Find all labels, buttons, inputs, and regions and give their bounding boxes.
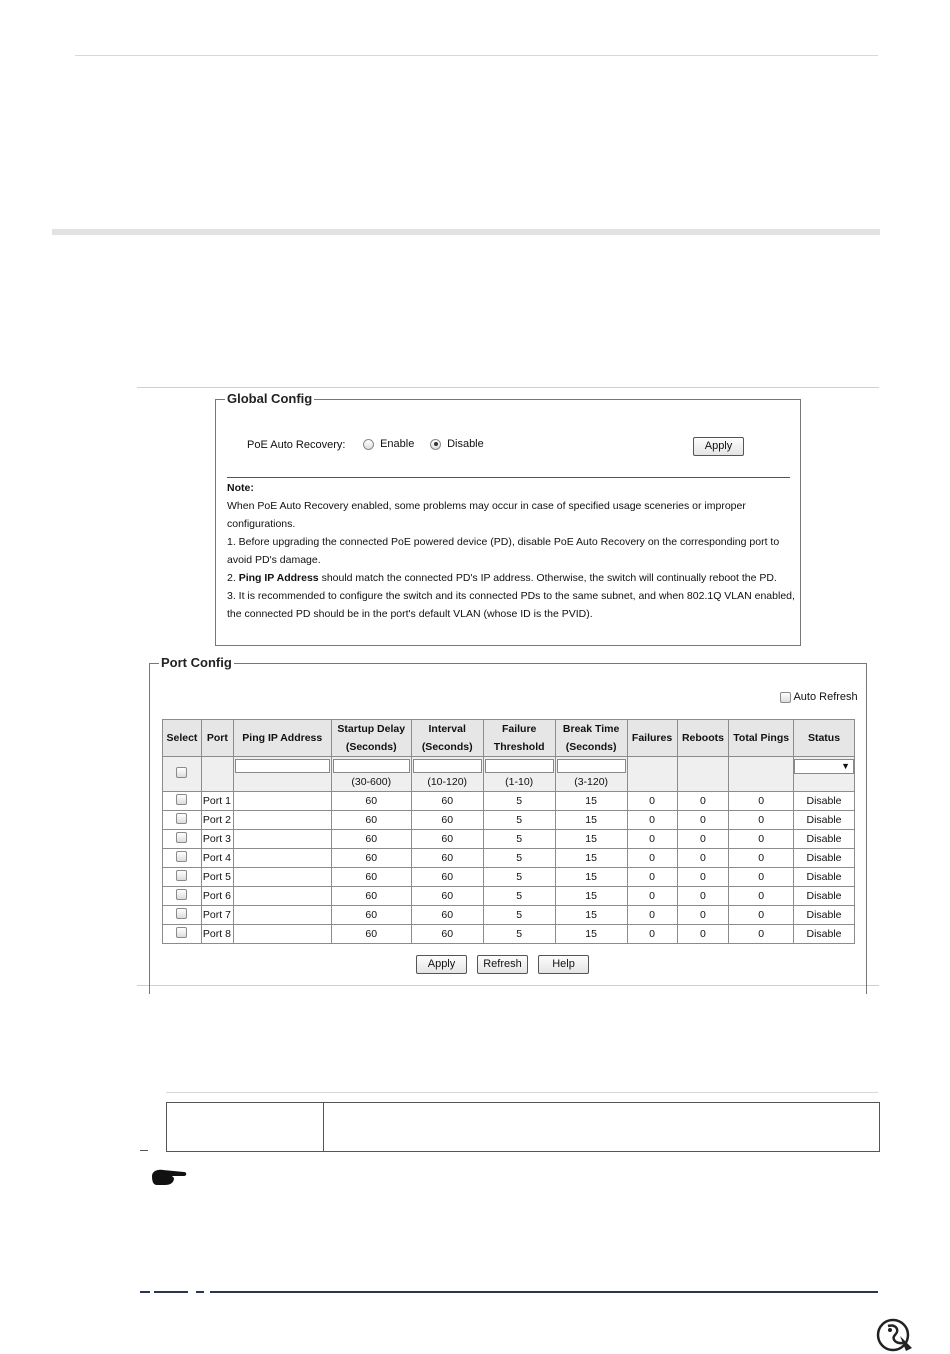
cell-ping-ip[interactable]	[233, 849, 331, 868]
global-config-legend: Global Config	[227, 391, 313, 406]
cell-port: Port 6	[201, 887, 233, 906]
auto-refresh-group[interactable]	[780, 691, 858, 703]
batch-edit-row	[163, 757, 855, 792]
note-line-5-bold: Ping IP Address	[238, 572, 319, 584]
batch-port-cell	[201, 757, 233, 792]
cell-total-pings: 0	[729, 925, 794, 944]
cell-total-pings: 0	[729, 868, 794, 887]
cell-interval: 60	[411, 849, 483, 868]
note-line-1: When PoE Auto Recovery enabled, some problems may occur in case of specified usage sceneries or improper	[227, 500, 746, 512]
cell-status: Disable	[794, 868, 855, 887]
cell-interval: 60	[411, 906, 483, 925]
section-divider	[52, 229, 880, 235]
cell-status: Disable	[794, 792, 855, 811]
cell-reboots: 0	[677, 811, 729, 830]
cell-failures: 0	[627, 830, 677, 849]
batch-interval-input[interactable]	[413, 759, 482, 773]
web-ui-screenshot	[137, 387, 879, 986]
cell-interval: 60	[411, 811, 483, 830]
row-select-cell	[163, 811, 202, 830]
col-port: Port	[201, 720, 233, 757]
cell-total-pings: 0	[729, 792, 794, 811]
cell-reboots: 0	[677, 906, 729, 925]
col-ping-ip: Ping IP Address	[233, 720, 331, 757]
row-select-cell	[163, 849, 202, 868]
cell-interval: 60	[411, 925, 483, 944]
note-line-3: 1. Before upgrading the connected PoE powered device (PD), disable PoE Auto Recovery on the corresponding port to	[227, 536, 780, 548]
disable-radio[interactable]	[430, 439, 441, 450]
table-row	[163, 849, 855, 868]
cell-port: Port 2	[201, 811, 233, 830]
col-break-time: Break Time (Seconds)	[555, 720, 627, 757]
note-block	[227, 479, 797, 623]
cell-port: Port 8	[201, 925, 233, 944]
col-startup-delay: Startup Delay (Seconds)	[331, 720, 411, 757]
cell-interval: 60	[411, 868, 483, 887]
poe-auto-recovery-label: PoE Auto Recovery:	[247, 439, 346, 451]
cell-break-time: 15	[555, 849, 627, 868]
disable-radio-group[interactable]	[430, 438, 484, 450]
row-select-checkbox[interactable]	[176, 794, 187, 805]
batch-ping-ip-cell	[233, 757, 331, 792]
batch-failure-input[interactable]	[485, 759, 554, 773]
cell-status: Disable	[794, 906, 855, 925]
select-all-cell	[163, 757, 202, 792]
cell-failures: 0	[627, 906, 677, 925]
cell-port: Port 1	[201, 792, 233, 811]
cell-interval: 60	[411, 830, 483, 849]
note-line-4: avoid PD's damage.	[227, 554, 321, 566]
global-apply-button[interactable]: Apply	[693, 437, 744, 456]
interval-range: (10-120)	[427, 776, 468, 788]
cell-reboots: 0	[677, 868, 729, 887]
batch-break-time-input[interactable]	[557, 759, 626, 773]
port-refresh-button[interactable]: Refresh	[477, 955, 528, 974]
table-row	[163, 792, 855, 811]
enable-radio-group[interactable]	[363, 438, 414, 450]
cell-reboots: 0	[677, 849, 729, 868]
cell-startup-delay: 60	[331, 925, 411, 944]
cell-break-time: 15	[555, 811, 627, 830]
footer-rule-small	[196, 1291, 204, 1293]
cell-total-pings: 0	[729, 906, 794, 925]
cell-status: Disable	[794, 925, 855, 944]
cell-failures: 0	[627, 868, 677, 887]
note-separator	[227, 477, 790, 478]
cell-ping-ip[interactable]	[233, 868, 331, 887]
cell-total-pings: 0	[729, 830, 794, 849]
table-header-row	[163, 720, 855, 757]
batch-ping-ip-input[interactable]	[235, 759, 330, 773]
note-line-5	[227, 569, 797, 587]
table-top-rule	[166, 1092, 878, 1093]
cell-port: Port 4	[201, 849, 233, 868]
cell-break-time: 15	[555, 887, 627, 906]
cell-break-time: 15	[555, 925, 627, 944]
cell-status: Disable	[794, 830, 855, 849]
global-config-panel	[215, 391, 801, 646]
batch-status-cell	[794, 757, 855, 792]
break-time-range: (3-120)	[574, 776, 609, 788]
row-select-cell	[163, 830, 202, 849]
batch-total-pings-cell	[729, 757, 794, 792]
cell-ping-ip[interactable]	[233, 830, 331, 849]
cell-startup-delay: 60	[331, 792, 411, 811]
cell-failure: 5	[483, 906, 555, 925]
col-total-pings: Total Pings	[729, 720, 794, 757]
cell-failures: 0	[627, 811, 677, 830]
cell-failure: 5	[483, 849, 555, 868]
cell-interval: 60	[411, 887, 483, 906]
cell-reboots: 0	[677, 887, 729, 906]
table-left-tick	[140, 1150, 148, 1151]
cell-break-time: 15	[555, 830, 627, 849]
cell-total-pings: 0	[729, 887, 794, 906]
batch-break-time-cell	[555, 757, 627, 792]
table-row	[163, 830, 855, 849]
note-line-2: configurations.	[227, 518, 296, 530]
cell-status: Disable	[794, 887, 855, 906]
enable-label: Enable	[380, 438, 415, 450]
cell-break-time: 15	[555, 906, 627, 925]
cell-total-pings: 0	[729, 849, 794, 868]
row-select-cell	[163, 925, 202, 944]
port-help-button[interactable]: Help	[538, 955, 589, 974]
table-row	[163, 811, 855, 830]
cell-break-time: 15	[555, 868, 627, 887]
description-table	[166, 1102, 880, 1152]
col-interval: Interval (Seconds)	[411, 720, 483, 757]
cell-port: Port 3	[201, 830, 233, 849]
cell-failure: 5	[483, 887, 555, 906]
cell-ping-ip[interactable]	[233, 906, 331, 925]
cell-total-pings: 0	[729, 811, 794, 830]
cell-startup-delay: 60	[331, 811, 411, 830]
note-line-6: 3. It is recommended to configure the switch and its connected PDs to the same subnet, and when 802.1Q VLAN enabled,	[227, 590, 795, 602]
cell-reboots: 0	[677, 830, 729, 849]
row-select-checkbox[interactable]	[176, 813, 187, 824]
batch-reboots-cell	[677, 757, 729, 792]
col-select: Select	[163, 720, 202, 757]
footer-rule-mid	[154, 1291, 188, 1293]
cell-ping-ip[interactable]	[233, 887, 331, 906]
row-select-checkbox[interactable]	[176, 851, 187, 862]
batch-status-select[interactable]	[794, 759, 854, 774]
port-config-legend: Port Config	[161, 655, 232, 670]
cell-startup-delay: 60	[331, 849, 411, 868]
cell-failure: 5	[483, 830, 555, 849]
note-line-7: the connected PD should be in the port's default VLAN (whose ID is the PVID).	[227, 608, 593, 620]
row-select-checkbox[interactable]	[176, 889, 187, 900]
cell-ping-ip[interactable]	[233, 792, 331, 811]
top-divider	[75, 55, 878, 56]
cell-ping-ip[interactable]	[233, 925, 331, 944]
row-select-checkbox[interactable]	[176, 870, 187, 881]
cell-ping-ip[interactable]	[233, 811, 331, 830]
cell-port: Port 5	[201, 868, 233, 887]
row-select-checkbox[interactable]	[176, 908, 187, 919]
row-select-cell	[163, 792, 202, 811]
col-failures: Failures	[627, 720, 677, 757]
cell-startup-delay: 60	[331, 906, 411, 925]
cell-failures: 0	[627, 887, 677, 906]
table-row	[163, 887, 855, 906]
chevron-down-icon: ▼	[841, 761, 850, 771]
batch-failure-cell	[483, 757, 555, 792]
col-failure-threshold: Failure Threshold	[483, 720, 555, 757]
cell-failure: 5	[483, 925, 555, 944]
row-select-checkbox[interactable]	[176, 832, 187, 843]
cell-failures: 0	[627, 792, 677, 811]
cell-failure: 5	[483, 811, 555, 830]
cell-failure: 5	[483, 868, 555, 887]
auto-refresh-label: Auto Refresh	[793, 691, 858, 703]
row-select-cell	[163, 906, 202, 925]
port-config-panel	[149, 655, 867, 994]
select-all-checkbox[interactable]	[176, 767, 187, 778]
logo-icon	[876, 1316, 916, 1354]
row-select-checkbox[interactable]	[176, 927, 187, 938]
startup-delay-range: (30-600)	[351, 776, 392, 788]
cell-failure: 5	[483, 792, 555, 811]
footer-rule-left	[140, 1291, 150, 1293]
note-line-5-text: should match the connected PD's IP address. Otherwise, the switch will continually reboot the PD.	[321, 572, 777, 584]
cell-port: Port 7	[201, 906, 233, 925]
cell-break-time: 15	[555, 792, 627, 811]
note-line-5-prefix: 2.	[227, 572, 239, 584]
note-title: Note:	[227, 482, 254, 494]
col-status: Status	[794, 720, 855, 757]
table-row	[163, 906, 855, 925]
cell-status: Disable	[794, 811, 855, 830]
cell-startup-delay: 60	[331, 830, 411, 849]
port-apply-button[interactable]: Apply	[416, 955, 467, 974]
cell-interval: 60	[411, 792, 483, 811]
cell-startup-delay: 60	[331, 868, 411, 887]
pointing-hand-icon	[150, 1167, 188, 1187]
col-reboots: Reboots	[677, 720, 729, 757]
table-row	[163, 925, 855, 944]
row-select-cell	[163, 887, 202, 906]
cell-reboots: 0	[677, 792, 729, 811]
batch-startup-delay-cell	[331, 757, 411, 792]
batch-startup-delay-input[interactable]	[333, 759, 410, 773]
batch-failures-cell	[627, 757, 677, 792]
footer-rule-main	[210, 1291, 878, 1293]
failure-range: (1-10)	[505, 776, 534, 788]
cell-failures: 0	[627, 849, 677, 868]
cell-failures: 0	[627, 925, 677, 944]
cell-startup-delay: 60	[331, 887, 411, 906]
row-select-cell	[163, 868, 202, 887]
port-config-table	[162, 719, 855, 944]
cell-status: Disable	[794, 849, 855, 868]
batch-interval-cell	[411, 757, 483, 792]
auto-refresh-checkbox[interactable]	[780, 692, 791, 703]
disable-label: Disable	[447, 438, 484, 450]
description-column-divider	[323, 1103, 324, 1151]
cell-reboots: 0	[677, 925, 729, 944]
table-row	[163, 868, 855, 887]
enable-radio[interactable]	[363, 439, 374, 450]
